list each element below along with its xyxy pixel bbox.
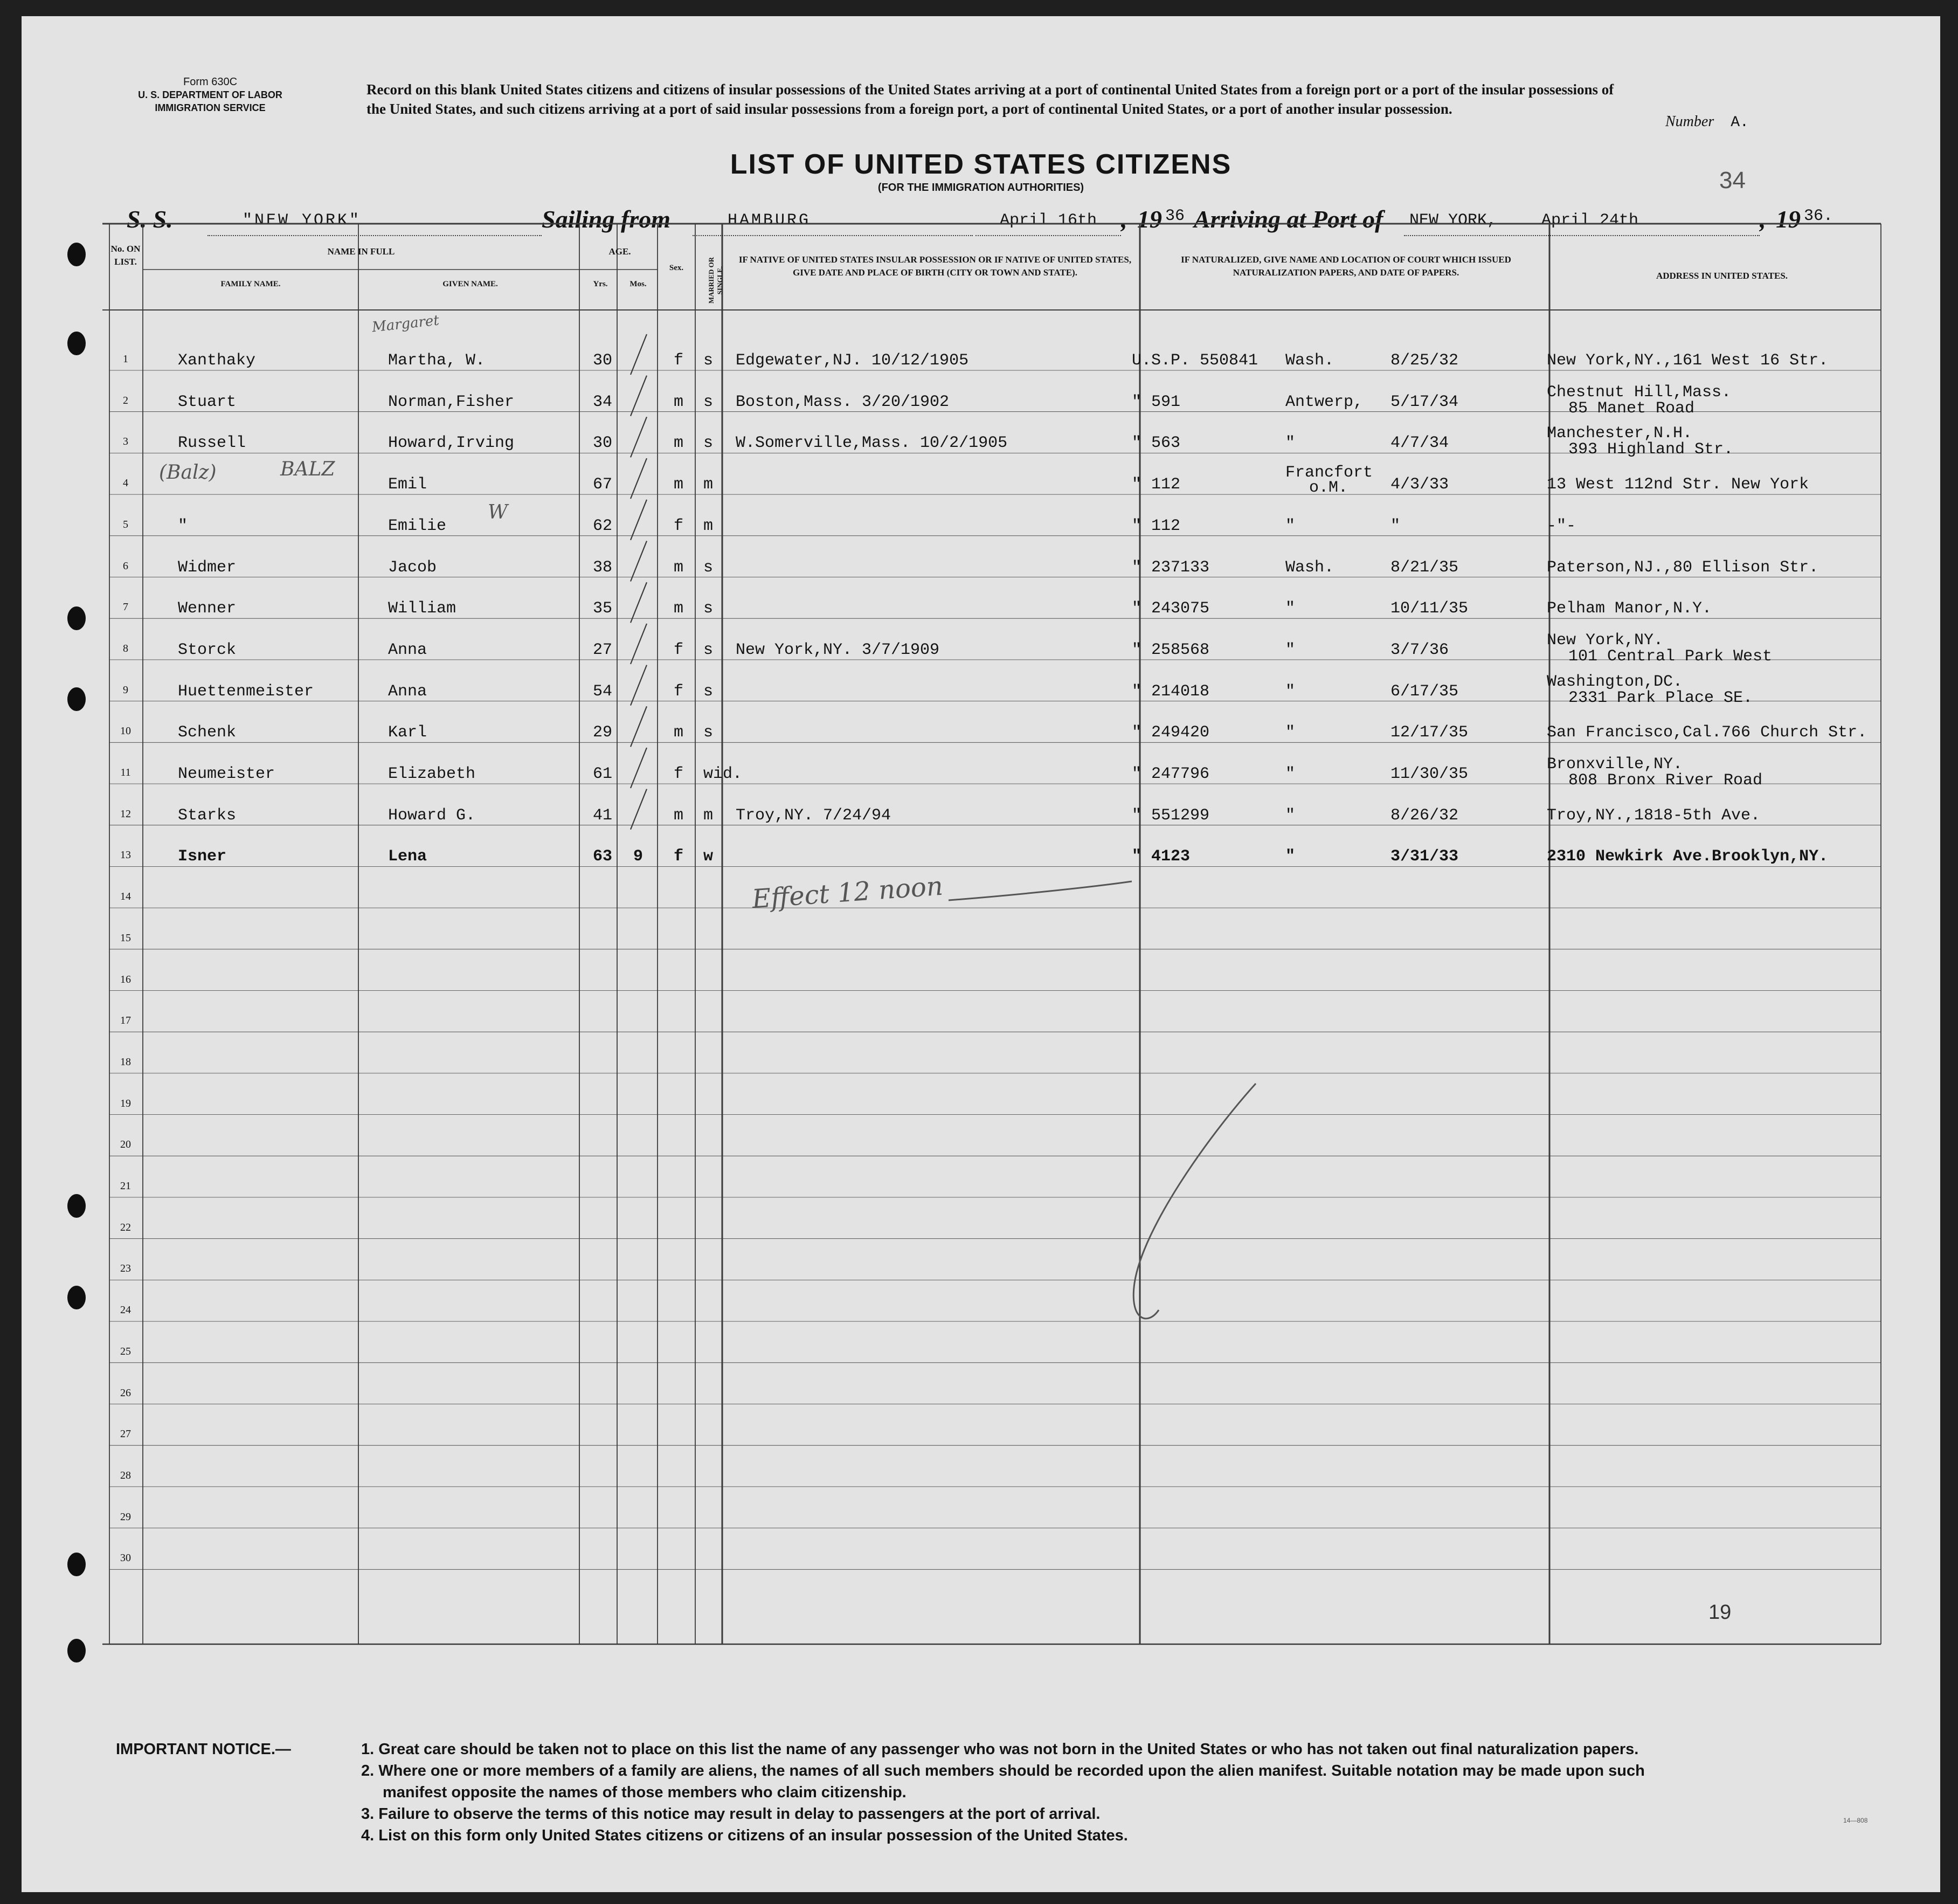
naturalization-number: U.S.P. 550841: [1132, 351, 1258, 370]
age-years: 29: [593, 723, 613, 742]
notice-item-1: 1. Great care should be taken not to place on this list the name of any passenger who was not born in the United States or who has not taken out final naturalization papers.: [361, 1741, 1639, 1758]
port-to: NEW YORK,: [1409, 211, 1497, 230]
check-stroke: [631, 789, 647, 830]
number-value: A.: [1731, 114, 1749, 131]
sex: m: [674, 475, 684, 494]
given-name: Karl: [388, 723, 427, 742]
family-name: Stuart: [178, 392, 237, 411]
marital-status: m: [703, 475, 714, 494]
col-header-married: MARRIED OR SINGLE.: [707, 257, 724, 304]
given-name: Emil: [388, 475, 427, 494]
sailing-label: Sailing from: [542, 205, 671, 233]
handwritten-arc: [1133, 1084, 1256, 1319]
address-line-2: 808 Bronx River Road: [1568, 771, 1763, 790]
naturalization-date: 8/21/35: [1390, 558, 1459, 577]
naturalization-number: " 4123: [1132, 847, 1191, 866]
col-header-yrs: Yrs.: [593, 280, 608, 288]
row-number: 9: [123, 684, 128, 696]
given-name: Howard G.: [388, 806, 476, 825]
year-2: 36.: [1804, 207, 1834, 225]
form-title: LIST OF UNITED STATES CITIZENS: [730, 149, 1232, 180]
row-number: 8: [123, 642, 128, 654]
col-header-address: ADDRESS IN UNITED STATES.: [1656, 271, 1788, 281]
col-header-family: FAMILY NAME.: [220, 280, 281, 288]
row-number: 18: [120, 1056, 131, 1068]
naturalization-court: ": [1285, 723, 1296, 742]
marital-status: m: [703, 806, 714, 825]
notice-item-3: 3. Failure to observe the terms of this notice may result in delay to passengers at the port of arrival.: [361, 1805, 1101, 1823]
row-number: 28: [120, 1469, 131, 1481]
binder-hole: [67, 243, 86, 266]
naturalization-date: 11/30/35: [1390, 765, 1469, 783]
family-name: Widmer: [178, 558, 237, 577]
given-name: Jacob: [388, 558, 437, 577]
year-prefix-1: 19: [1137, 205, 1162, 233]
naturalization-date: 3/31/33: [1390, 847, 1459, 866]
given-name: Norman,Fisher: [388, 392, 515, 411]
year-1: 36: [1165, 207, 1185, 225]
ship-name: "NEW YORK": [243, 211, 362, 230]
form-number: Form 630C: [183, 76, 238, 88]
age-years: 35: [593, 599, 613, 618]
handwritten-balz-original: (Balz): [159, 461, 217, 484]
address-line-1: Washington,DC.: [1547, 672, 1683, 691]
row-number: 15: [120, 932, 131, 944]
handwritten-effect-note: Effect 12 noon: [751, 871, 944, 915]
row-number: 22: [120, 1221, 131, 1233]
address-line-1: 2310 Newkirk Ave.Brooklyn,NY.: [1547, 847, 1829, 866]
family-name: Isner: [178, 847, 227, 866]
date-to: April 24th: [1541, 211, 1639, 230]
col-header-birth: IF NATIVE OF UNITED STATES INSULAR POSSESSION OR IF NATIVE OF UNITED STATES, GIVE DATE AND PLACE OF BIRTH (CITY OR TOWN AND STATE).: [738, 254, 1132, 278]
naturalization-court: ": [1285, 434, 1296, 453]
naturalization-number: " 563: [1132, 434, 1181, 453]
check-stroke: [631, 665, 647, 706]
given-name: Elizabeth: [388, 765, 476, 783]
check-stroke: [631, 376, 647, 416]
check-stroke: [631, 706, 647, 747]
check-stroke: [631, 417, 647, 457]
age-years: 34: [593, 392, 613, 411]
naturalization-date: 12/17/35: [1390, 723, 1469, 742]
sex: m: [674, 392, 684, 411]
naturalization-court: ": [1285, 847, 1296, 866]
naturalization-date: ": [1390, 516, 1401, 535]
sex: m: [674, 806, 684, 825]
naturalization-number: " 112: [1132, 516, 1181, 535]
col-header-naturalized: IF NATURALIZED, GIVE NAME AND LOCATION OF COURT WHICH ISSUED NATURALIZATION PAPERS, AND DATE OF PAPERS.: [1181, 254, 1511, 278]
row-number: 20: [120, 1139, 131, 1151]
binder-hole: [67, 1639, 86, 1662]
age-years: 62: [593, 516, 613, 535]
form-instructions: Record on this blank United States citizens and citizens of insular possessions of the United States arriving at a port of continental United States from a foreign port or a port of the insular possessions of the United States, and such citizens arriving at a port of said insular possessions from a foreign port, a port of continental United States, or a port of another insular possession.: [366, 81, 1614, 117]
row-number: 19: [120, 1097, 131, 1109]
naturalization-court: Francfort o.M.: [1285, 464, 1373, 498]
naturalization-number: " 237133: [1132, 558, 1210, 577]
col-header-name: NAME IN FULL: [327, 246, 395, 257]
naturalization-court: ": [1285, 516, 1296, 535]
naturalization-date: 8/26/32: [1390, 806, 1459, 825]
binder-hole: [67, 687, 86, 711]
sex: f: [674, 351, 684, 370]
check-stroke: [631, 334, 647, 375]
marital-status: s: [703, 434, 714, 453]
handwritten-margaret: Margaret: [371, 312, 440, 336]
naturalization-date: 6/17/35: [1390, 682, 1459, 701]
row-number: 21: [120, 1180, 131, 1192]
date-from: April 16th: [1000, 211, 1097, 230]
col-header-no: No. ON LIST.: [110, 244, 141, 267]
row-number: 17: [120, 1015, 131, 1027]
address-line-1: New York,NY.: [1547, 631, 1664, 650]
family-name: Schenk: [178, 723, 237, 742]
binder-hole: [67, 1553, 86, 1576]
row-number: 14: [120, 891, 131, 903]
naturalization-number: " 591: [1132, 392, 1181, 411]
naturalization-court: Antwerp,: [1285, 392, 1364, 411]
handwritten-w-mark: W: [488, 501, 508, 523]
row-number: 3: [123, 436, 128, 448]
col-header-age: AGE.: [608, 246, 631, 257]
year-prefix-2: 19: [1776, 205, 1801, 233]
marital-status: wid.: [703, 765, 743, 783]
marital-status: w: [703, 847, 714, 866]
stamp-number: 34: [1719, 167, 1746, 194]
address-line-1: Pelham Manor,N.Y.: [1547, 599, 1712, 618]
naturalization-court: ": [1285, 806, 1296, 825]
notice-item-2: 2. Where one or more members of a family are aliens, the names of all such members should be recorded upon the alien manifest. Suitable notation may be made upon such: [361, 1762, 1645, 1779]
naturalization-number: " 247796: [1132, 765, 1210, 783]
naturalization-date: 4/3/33: [1390, 475, 1449, 494]
given-name: Lena: [388, 847, 427, 866]
age-years: 30: [593, 351, 613, 370]
voyage-line: S. S. "NEW YORK" Sailing from HAMBURG April 16th , 19 36 Arriving at Port of NEW YORK, April 24th , 19 36.: [22, 205, 1940, 243]
address-line-1: Manchester,N.H.: [1547, 424, 1693, 443]
age-years: 54: [593, 682, 613, 701]
service-name: IMMIGRATION SERVICE: [155, 102, 266, 113]
sex: m: [674, 723, 684, 742]
naturalization-number: " 243075: [1132, 599, 1210, 618]
row-number: 6: [123, 560, 128, 572]
family-name: Xanthaky: [178, 351, 256, 370]
row-number: 2: [123, 394, 128, 406]
given-name: William: [388, 599, 456, 618]
naturalization-date: 4/7/34: [1390, 434, 1449, 453]
check-stroke: [631, 500, 647, 540]
sex: f: [674, 765, 684, 783]
age-months: 9: [633, 847, 644, 866]
address-line-1: 13 West 112nd Str. New York: [1547, 475, 1809, 494]
age-years: 67: [593, 475, 613, 494]
birth-place-date: New York,NY. 3/7/1909: [736, 640, 940, 659]
handwritten-balz-correction: BALZ: [280, 458, 335, 480]
marital-status: s: [703, 599, 714, 618]
row-number: 27: [120, 1428, 131, 1440]
given-name: Emilie: [388, 516, 447, 535]
address-line-1: Troy,NY.,1818-5th Ave.: [1547, 806, 1761, 825]
manifest-sheet: [22, 16, 1940, 1892]
notice-item-4: 4. List on this form only United States citizens or citizens of an insular possession of the United States.: [361, 1827, 1128, 1844]
row-number: 26: [120, 1386, 131, 1399]
age-years: 61: [593, 765, 613, 783]
given-name: Anna: [388, 682, 427, 701]
marital-status: m: [703, 516, 714, 535]
naturalization-number: " 112: [1132, 475, 1181, 494]
sex: m: [674, 599, 684, 618]
family-name: Starks: [178, 806, 237, 825]
notice-lead: IMPORTANT NOTICE.—: [116, 1741, 291, 1758]
footer-code: 14—808: [1843, 1817, 1868, 1824]
number-label: Number: [1665, 113, 1714, 130]
family-name: Neumeister: [178, 765, 275, 783]
arriving-label: Arriving at Port of: [1194, 205, 1383, 233]
naturalization-date: 10/11/35: [1390, 599, 1469, 618]
naturalization-court: ": [1285, 682, 1296, 701]
address-line-1: Bronxville,NY.: [1547, 755, 1683, 774]
check-stroke: [631, 624, 647, 664]
address-line-2: 85 Manet Road: [1568, 399, 1695, 418]
marital-status: s: [703, 682, 714, 701]
table-rules: [22, 16, 1940, 1892]
row-number: 30: [120, 1552, 131, 1564]
sheet-number: 19: [1708, 1601, 1732, 1624]
sex: f: [674, 516, 684, 535]
form-subtitle: (FOR THE IMMIGRATION AUTHORITIES): [877, 182, 1084, 194]
family-name: Storck: [178, 640, 237, 659]
address-line-2: 101 Central Park West: [1568, 647, 1773, 666]
naturalization-date: 3/7/36: [1390, 640, 1449, 659]
birth-place-date: Troy,NY. 7/24/94: [736, 806, 891, 825]
row-number: 10: [120, 725, 131, 737]
port-from: HAMBURG: [728, 211, 811, 230]
check-stroke: [631, 582, 647, 623]
naturalization-date: 8/25/32: [1390, 351, 1459, 370]
address-line-1: Paterson,NJ.,80 Ellison Str.: [1547, 558, 1819, 577]
age-years: 27: [593, 640, 613, 659]
notice-item-2-cont: manifest opposite the names of those members who claim citizenship.: [383, 1784, 907, 1801]
row-number: 12: [120, 808, 131, 820]
col-header-sex: Sex.: [669, 264, 684, 272]
marital-status: s: [703, 392, 714, 411]
check-stroke: [631, 541, 647, 582]
family-name: ": [178, 516, 188, 535]
col-header-mos: Mos.: [629, 280, 647, 288]
naturalization-court: ": [1285, 599, 1296, 618]
row-number: 11: [120, 767, 131, 778]
age-years: 41: [593, 806, 613, 825]
binder-hole: [67, 332, 86, 355]
department-name: U. S. DEPARTMENT OF LABOR: [138, 89, 282, 100]
sex: m: [674, 558, 684, 577]
naturalization-number: " 258568: [1132, 640, 1210, 659]
family-name: Huettenmeister: [178, 682, 314, 701]
col-header-given: GIVEN NAME.: [442, 280, 498, 288]
given-name: Anna: [388, 640, 427, 659]
sex: f: [674, 847, 684, 866]
family-name: Russell: [178, 434, 246, 453]
birth-place-date: Edgewater,NJ. 10/12/1905: [736, 351, 969, 370]
binder-hole: [67, 606, 86, 630]
birth-place-date: W.Somerville,Mass. 10/2/1905: [736, 434, 1008, 453]
address-line-1: San Francisco,Cal.766 Church Str.: [1547, 723, 1867, 742]
given-name: Howard,Irving: [388, 434, 515, 453]
row-number: 24: [120, 1304, 131, 1316]
address-line-1: -"-: [1547, 516, 1576, 535]
check-stroke: [631, 458, 647, 499]
binder-hole: [67, 1286, 86, 1309]
naturalization-court: Wash.: [1285, 351, 1334, 370]
marital-status: s: [703, 723, 714, 742]
naturalization-number: " 214018: [1132, 682, 1210, 701]
address-line-2: 2331 Park Place SE.: [1568, 688, 1753, 707]
age-years: 63: [593, 847, 613, 866]
naturalization-court: ": [1285, 765, 1296, 783]
address-line-2: 393 Highland Str.: [1568, 440, 1734, 459]
sex: f: [674, 682, 684, 701]
row-number: 13: [120, 849, 131, 861]
marital-status: s: [703, 558, 714, 577]
sex: m: [674, 434, 684, 453]
row-number: 25: [120, 1345, 131, 1357]
address-line-1: Chestnut Hill,Mass.: [1547, 383, 1732, 402]
naturalization-court: ": [1285, 640, 1296, 659]
row-number: 5: [123, 518, 128, 530]
handwritten-note-stroke: [949, 881, 1132, 900]
sex: f: [674, 640, 684, 659]
naturalization-number: " 551299: [1132, 806, 1210, 825]
birth-place-date: Boston,Mass. 3/20/1902: [736, 392, 950, 411]
row-number: 23: [120, 1263, 131, 1275]
row-number: 29: [120, 1510, 131, 1523]
row-number: 1: [123, 353, 128, 365]
row-number: 7: [123, 601, 128, 613]
naturalization-court: Wash.: [1285, 558, 1334, 577]
naturalization-number: " 249420: [1132, 723, 1210, 742]
row-number: 4: [123, 477, 128, 489]
check-stroke: [631, 748, 647, 788]
family-name: Wenner: [178, 599, 237, 618]
row-number: 16: [120, 973, 131, 985]
age-years: 38: [593, 558, 613, 577]
naturalization-date: 5/17/34: [1390, 392, 1459, 411]
address-line-1: New York,NY.,161 West 16 Str.: [1547, 351, 1829, 370]
marital-status: s: [703, 640, 714, 659]
ss-label: S. S.: [127, 205, 173, 233]
age-years: 30: [593, 434, 613, 453]
given-name: Martha, W.: [388, 351, 486, 370]
marital-status: s: [703, 351, 714, 370]
binder-hole: [67, 1194, 86, 1218]
